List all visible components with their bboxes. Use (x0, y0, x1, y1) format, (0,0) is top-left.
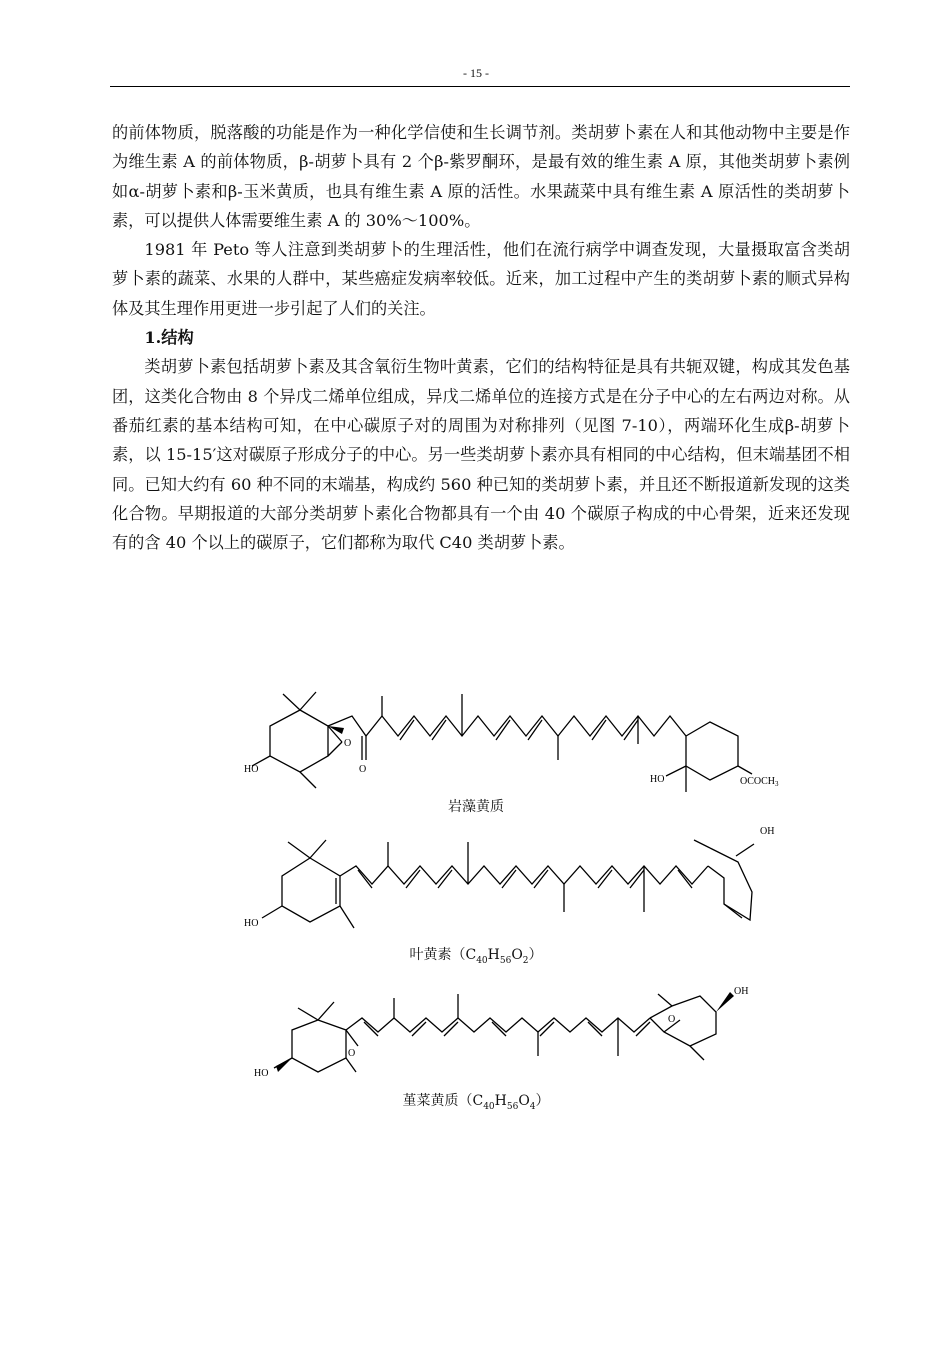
paragraph-2: 1981 年 Peto 等人注意到类胡萝卜的生理活性，他们在流行病学中调查发现，大量摄取富含类胡萝卜素的蔬菜、水果的人群中，某些癌症发病率较低。近来，加工过程中产生的类胡萝卜素的顺式异构体及其生理作用更进一步引起了人们的关注。 (112, 240, 850, 318)
ketone-o-label: O (359, 764, 367, 775)
lutein-caption: 叶黄素$(C_{40}H_{56}O_2)$ (409, 947, 543, 966)
fucoxanthin-figure (0, 688, 952, 818)
body-text (112, 118, 850, 557)
violaxanthin-caption: 堇菜黄质$(C_{40}H_{56}O_4)$ (402, 1093, 550, 1112)
paragraph-1: 的前体物质，脱落酸的功能是作为一种化学信使和生长调节剂。类胡萝卜素在人和其他动物中主要是作为维生素 A 的前体物质，β-胡萝卜具有 2 个β-紫罗酮环，是最有效的维生素 A 原，其他类胡萝卜素例如α-胡萝卜素和β-玉米黄质，也具有维生素 A 原的活性。水果蔬菜中具有维生素 A 原活性的类胡萝卜素，可以提供人体需要维生素 A 的 30%～100%。 (112, 123, 850, 230)
ho-left-label: HO (244, 764, 259, 775)
header-rule (110, 86, 850, 87)
ho-right-label: HO (650, 774, 665, 785)
violaxanthin-structure (0, 972, 952, 1082)
fucoxanthin-structure (0, 688, 952, 798)
fucoxanthin-caption: 岩藻黄质 (448, 799, 504, 815)
epoxide-left-label: O (348, 1048, 356, 1059)
acetate-label: $OCOCH_3$ (740, 776, 779, 788)
lutein-figure (0, 822, 952, 966)
epoxide-o-label: O (344, 738, 352, 749)
paragraph-3: 类胡萝卜素包括胡萝卜素及其含氧衍生物叶黄素，它们的结构特征是具有共轭双键，构成其发色基团，这类化合物由 8 个异戊二烯单位组成，异戊二烯单位的连接方式是在分子中心的左右两边对称。从番茄红素的基本结构可知，在中心碳原子对的周围为对称排列（见图 7-10），两端环化生成β-胡萝卜素，以 15-15′这对碳原子形成分子的中心。另一些类胡萝卜素亦具有相同的中心结构，但末端基团不相同。已知大约有 60 种不同的末端基，构成约 560 种已知的类胡萝卜素，并且还不断报道新发现的这类化合物。早期报道的大部分类胡萝卜素化合物都具有一个由 40 个碳原子构成的中心骨架，近来还发现有的含 40 个以上的碳原子，它们都称为取代 C40 类胡萝卜素。 (112, 357, 850, 553)
ho-left-label: HO (254, 1068, 269, 1079)
epoxide-right-label: O (668, 1014, 676, 1025)
violaxanthin-figure (0, 972, 952, 1112)
oh-right-label: OH (734, 986, 749, 997)
ho-left-label: HO (244, 918, 259, 929)
page-number: - 15 - (463, 66, 489, 80)
oh-right-label: OH (760, 826, 775, 837)
lutein-structure (0, 822, 952, 942)
section-heading: 1.结构 (144, 328, 194, 348)
